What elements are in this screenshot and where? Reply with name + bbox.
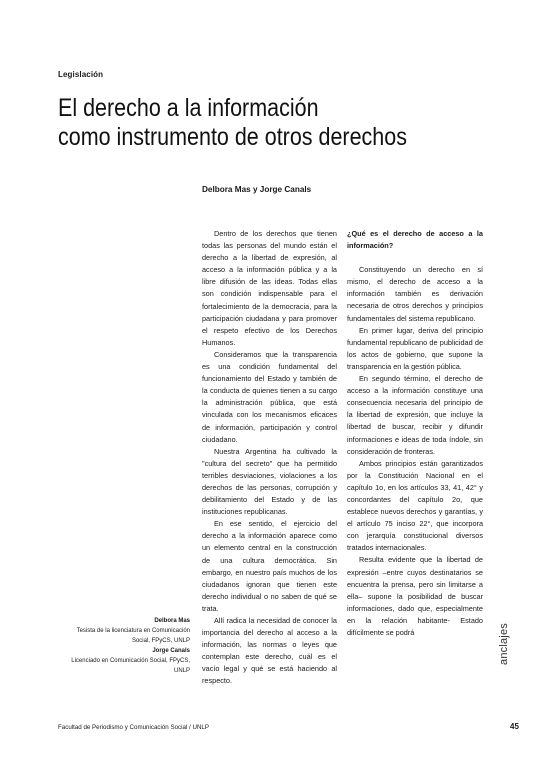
author-2-name: Jorge Canals [152,647,190,654]
paragraph: Allí radica la necesidad de conocer la importancia del derecho al acceso a la información, las normas o leyes que contemplan este derecho, cuál es el vacío legal y qué se está haciendo al respecto. [202,616,337,686]
author-1-desc: Social, FPyCS, UNLP [131,637,190,644]
body-column-1 [202,228,337,688]
authors-byline: Delbora Mas y Jorge Canals [202,185,312,194]
footer-text: Facultad de Periodismo y Comunicación Social / UNLP [58,724,209,731]
page-number: 45 [510,722,519,731]
author-1-name: Delbora Mas [154,618,190,624]
author-2-desc: UNLP [173,667,190,674]
page-title [58,94,436,152]
paragraph: Dentro de los derechos que tienen todas las personas del mundo están el derecho a la libertad de expresión, al acceso a la información pública y a la libre difusión de las ideas. Todas ellas son condición indispensable para el fortalecimiento de la democracia, para la participación ciudadana y para promover el respeto efectivo de los Derechos Humanos. [202,229,337,347]
author-1-desc: Tesista de la licenciatura en Comunicación [76,627,190,634]
paragraph: Consideramos que la transparencia es una condición fundamental del funcionamiento del Estado y también de la conducta de quienes tienen a su cargo la administración pública, que está vinculada con los mecanismos eficaces de información, participación y control ciudadano. [202,349,337,444]
author-2-desc: Licenciado en Comunicación Social, FPyCS, [71,657,190,664]
paragraph: Constituyendo un derecho en sí mismo, el derecho de acceso a la información también es derivación necesaria de otros derechos y principios fundamentales del sistema republicano. [347,265,483,323]
section-subhead: ¿Qué es el derecho de acceso a la información? [347,229,483,251]
title-line-2: como instrumento de otros derechos [58,123,407,151]
paragraph: Ambos principios están garantizados por la Constitución Nacional en el capítulo 1o, en los artículos 33, 41, 42° y concordantes del capítulo 2o, que establece nuevos derechos y garantías, y el artículo 75 inciso 22°, que incorpora con jerarquía constitucional diversos tratados internacionales. [347,458,483,553]
paragraph: Resulta evidente que la libertad de expresión –entre cuyos destinatarios se encuentra la prensa, pero sin limitarse a ella– supone la posibilidad de buscar informaciones, dado que, especialmente en la relación habitante- Estado difícilmente se podrá [347,555,483,637]
section-label: Legislación [58,70,104,79]
sidebar-vertical-label: anclajes [498,623,510,665]
body-column-2 [347,228,483,639]
title-line-1: El derecho a la información [58,94,319,122]
paragraph: En primer lugar, deriva del principio fundamental republicano de publicidad de los actos de gobierno, que supone la transparencia en la gestión pública. [347,325,483,371]
paragraph: En ese sentido, el ejercicio del derecho a la información aparece como un elemento central en la construcción de una cultura democrática. Sin embargo, en nuestro país muchos de los ciudadanos ignoran que tienen este derecho individual o no saben de qué se trata. [202,519,337,613]
paragraph: Nuestra Argentina ha cultivado la "cultura del secreto" que ha permitido terribles desviaciones, violaciones a los derechos de las personas, corrupción y debilitamiento del Estado y de las instituciones republicanas. [202,446,337,517]
author-bio [40,617,190,676]
paragraph: En segundo término, el derecho de acceso a la información constituye una consecuencia necesaria del principio de la libertad de expresión, que incluye la libertad de buscar, recibir y difundir informaciones e ideas de toda índole, sin consideración de fronteras. [347,374,483,456]
